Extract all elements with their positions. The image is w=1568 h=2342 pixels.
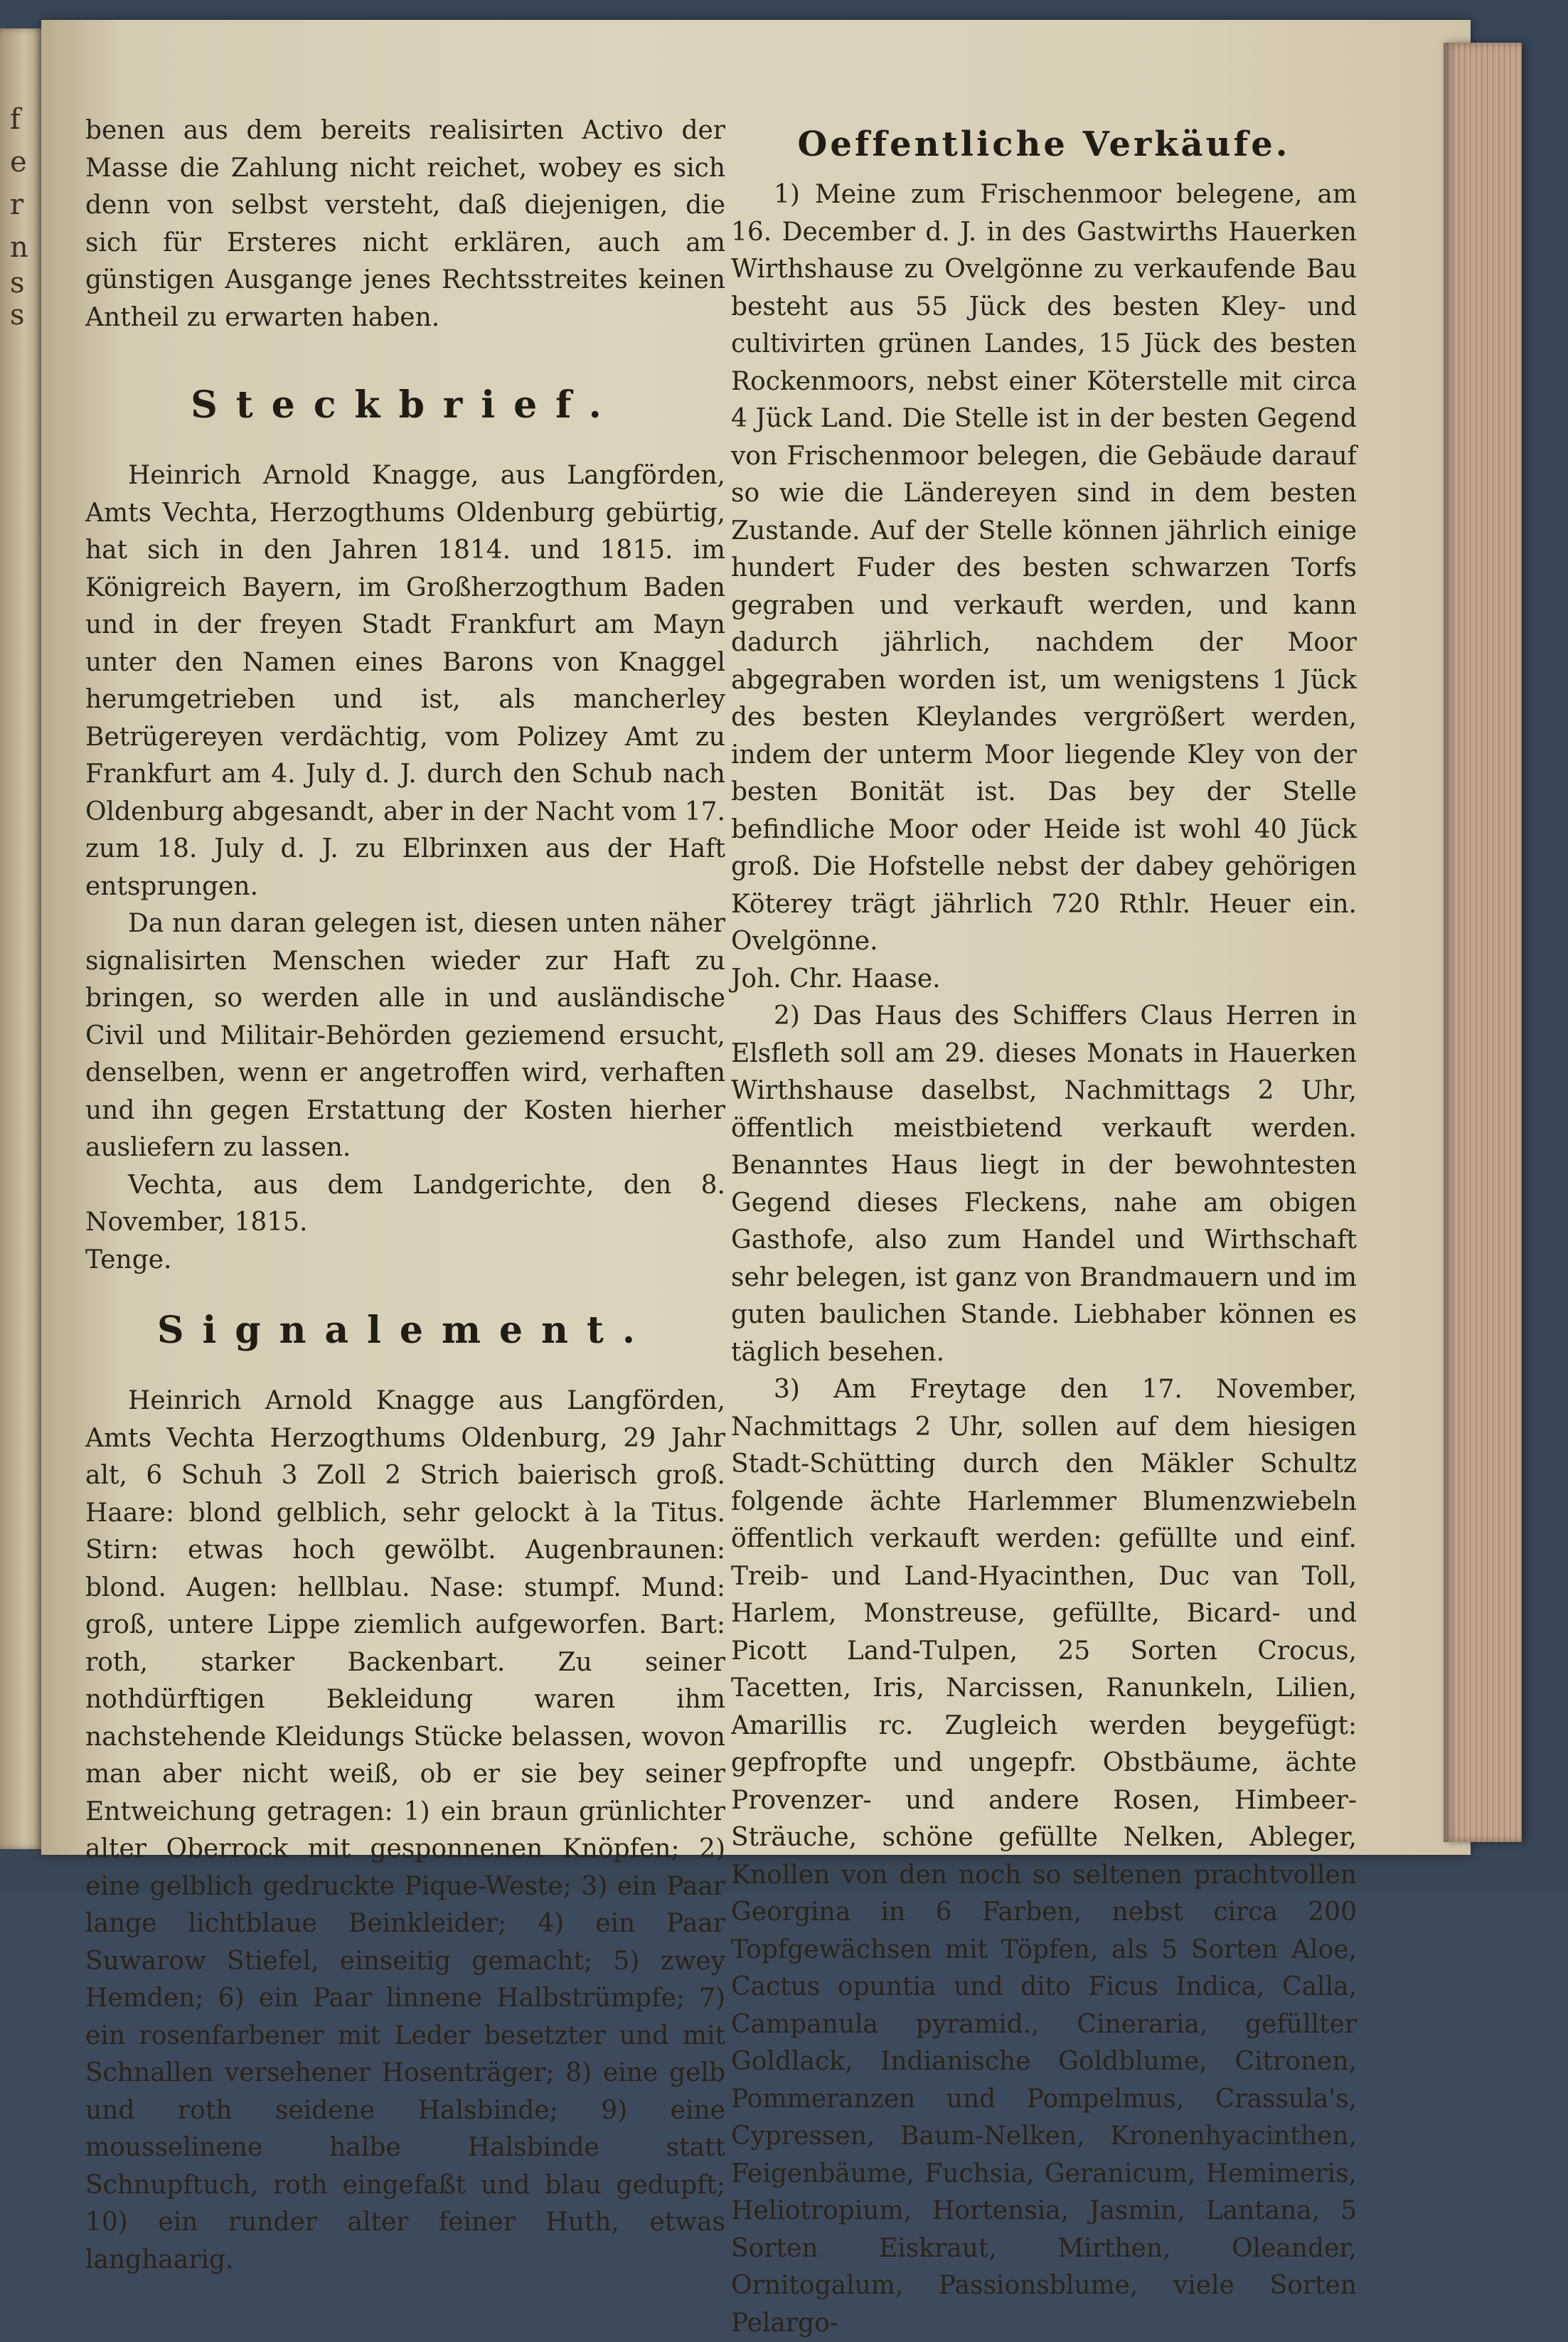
date-place-line: Vechta, aus dem Landgerichte, den 8. November, 1815. [85, 1170, 725, 1237]
signalement-heading: Signalement. [156, 1309, 654, 1352]
steckbrief-request: Da nun daran gelegen ist, diesen unten näher signalisirten Menschen wieder zur Haft zu bringen, so werden alle in und ausländische Civil und Militair-Behörden geziemend ersucht, denselben, wenn er angetroffen wird, verhaften und ihn gegen Erstattung der Kosten hierher ausliefern zu lassen. [85, 909, 725, 1162]
steckbrief-heading: Steckbrief. [191, 383, 620, 427]
margin-fragment: r [10, 188, 24, 221]
sale-item-1: 1) Meine zum Frischenmoor belegene, am 16. December d. J. in des Gastwirths Hauerken Wirthshause zu Ovelgönne zu verkaufende Bau besteht aus 55 Jück des besten Kley- und cultivirten grünen Landes, 15 Jück des besten Rockenmoors, nebst einer Köterstelle mit circa 4 Jück Land. Die Stelle ist in der besten Gegend von Frischenmoor belegen, die Gebäude darauf so wie die Ländereyen sind in dem besten Zustande. Auf der Stelle können jährlich einige hundert Fuder des besten schwarzen Torfs gegraben und verkauft werden, und kann dadurch jährlich, nachdem der Moor abgegraben worden ist, um wenigstens 1 Jück des besten Kleylandes vergrößert werden, indem der unterm Moor liegende Kley von der besten Bonität ist. Das bey der Stelle befindliche Moor oder Heide ist wohl 40 Jück groß. Die Hofstelle nebst der dabey gehörigen Köterey trägt jährlich 720 Rthlr. Heuer ein. Ovelgönne. [731, 180, 1357, 956]
margin-fragment: n [10, 231, 28, 264]
left-column [85, 112, 725, 2279]
sale-item-2: 2) Das Haus des Schiffers Claus Herren in Elsfleth soll am 29. dieses Monats in Hauerken Wirthshause daselbst, Nachmittags 2 Uhr, öffentlich meistbietend verkauft werden. Benanntes Haus liegt in der bewohntesten Gegend dieses Fleckens, nahe am obigen Gasthofe, also zum Handel und Wirthschaft sehr belegen, ist ganz von Brandmauern und im guten baulichen Stande. Liebhaber können es täglich besehen. [731, 1001, 1357, 1367]
page-stack-edge [1444, 43, 1522, 1842]
right-column [731, 112, 1357, 2342]
signalement-body: Heinrich Arnold Knagge aus Langförden, Amts Vechta Herzogthums Oldenburg, 29 Jahr alt, 6 Schuh 3 Zoll 2 Strich baierisch groß. Haare: blond gelblich, sehr gelockt à la Titus. Stirn: etwas hoch gewölbt. Augenbraunen: blond. Augen: hellblau. Nase: stumpf. Mund: groß, untere Lippe ziemlich aufgeworfen. Bart: roth, starker Backenbart. Zu seiner nothdürftigen Bekleidung waren ihm nachstehende Kleidungs Stücke belassen, wovon man aber nicht weiß, ob er sie bey seiner Entweichung getragen: 1) ein braun grünlichter alter Oberrock mit gesponnenen Knöpfen; 2) eine gelblich gedruckte Pique-Weste; 3) ein Paar lange lichtblaue Beinkleider; 4) ein Paar Suwarow Stiefel, einseitig gemacht; 5) zwey Hemden; 6) ein Paar linnene Halbstrümpfe; 7) ein rosenfarbener mit Leder besetzter und mit Schnallen versehener Hosenträger; 8) eine gelb und roth seidene Halsbinde; 9) eine mousselinene halbe Halsbinde statt Schnupftuch, roth eingefaßt und blau gedupft; 10) ein runder alter feiner Huth, etwas langhaarig. [85, 1386, 725, 2274]
signature-haase: Joh. Chr. Haase. [731, 964, 941, 994]
intro-paragraph: benen aus dem bereits realisirten Activo der Masse die Zahlung nicht reichet, wobey es sich denn von selbst versteht, daß diejenigen, die sich für Ersteres nicht erklären, auch am günstigen Ausgange jenes Rechtsstreites keinen Antheil zu erwarten haben. [85, 116, 725, 332]
sales-heading: Oeffentliche Verkäufe. [797, 124, 1291, 164]
margin-fragment: f [10, 103, 21, 136]
margin-fragment: s [10, 299, 25, 331]
previous-page-edge [0, 28, 44, 1849]
steckbrief-body: Heinrich Arnold Knagge, aus Langförden, Amts Vechta, Herzogthums Oldenburg gebürtig, hat sich in den Jahren 1814. und 1815. im Königreich Bayern, im Großherzogthum Baden und in der freyen Stadt Frankfurt am Mayn unter den Namen eines Barons von Knaggel herumgetrieben und ist, als mancherley Betrügereyen verdächtig, vom Polizey Amt zu Frankfurt am 4. July d. J. durch den Schub nach Oldenburg abgesandt, aber in der Nacht vom 17. zum 18. July d. J. zu Elbrinxen aus der Haft entsprungen. [85, 461, 725, 901]
margin-fragment: e [10, 146, 27, 179]
book-page [41, 20, 1471, 2338]
signature-tenge: Tenge. [85, 1245, 172, 1274]
sale-item-3: 3) Am Freytage den 17. November, Nachmittags 2 Uhr, sollen auf dem hiesigen Stadt-Schütting durch den Mäkler Schultz folgende ächte Harlemmer Blumenzwiebeln öffentlich verkauft werden: gefüllte und einf. Treib- und Land-Hyacinthen, Duc van Toll, Harlem, Monstreuse, gefüllte, Bicard- und Picott Land-Tulpen, 25 Sorten Crocus, Tacetten, Iris, Narcissen, Ranunkeln, Lilien, Amarillis rc. Zugleich werden beygefügt: gepfropfte und ungepfr. Obstbäume, ächte Provenzer- und andere Rosen, Himbeer-Sträuche, schöne gefüllte Nelken, Ableger, Knollen von den noch so seltenen prachtvollen Georgina in 6 Farben, nebst circa 200 Topfgewächsen mit Töpfen, als 5 Sorten Aloe, Cactus opuntia und dito Ficus Indica, Calla, Campanula pyramid., Cineraria, gefüllter Goldlack, Indianische Goldblume, Citronen, Pommeranzen und Pompelmus, Crassula's, Cypressen, Baum-Nelken, Kronenhyacinthen, Feigenbäume, Fuchsia, Geranicum, Hemimeris, Heliotropium, Hortensia, Jasmin, Lantana, 5 Sorten Eiskraut, Mirthen, Oleander, Ornitogalum, Passionsblume, viele Sorten Pelargo- [731, 1375, 1357, 2338]
margin-fragment: s [10, 267, 25, 299]
